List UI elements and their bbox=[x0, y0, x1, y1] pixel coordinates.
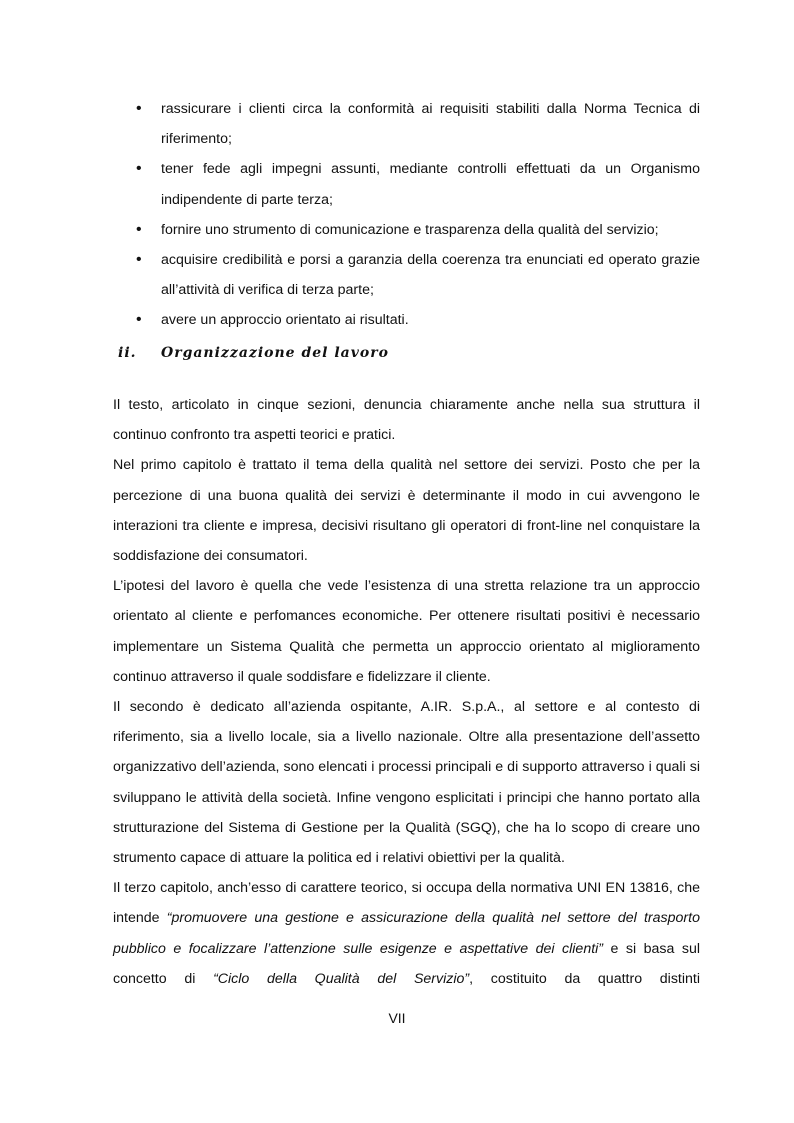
bullet-item: • tener fede agli impegni assunti, mediante controlli effettuati da un Organismo indipendente di parte terza; bbox=[136, 154, 700, 214]
bullet-item: • avere un approccio orientato ai risultati. bbox=[136, 305, 700, 335]
section-title-text: Organizzazione del lavoro bbox=[161, 345, 389, 361]
paragraph bbox=[113, 873, 700, 994]
paragraph: Il testo, articolato in cinque sezioni, denuncia chiaramente anche nella sua struttura il continuo confronto tra aspetti teorici e pratici. bbox=[113, 397, 700, 444]
bullet-item: • rassicurare i clienti circa la conformità ai requisiti stabiliti dalla Norma Tecnica di riferimento; bbox=[136, 94, 700, 154]
paragraph-segment: , costituito da quattro distinti bbox=[469, 970, 700, 987]
section-heading bbox=[118, 345, 389, 361]
paragraph-segment: Il terzo capitolo, anch’esso di carattere teorico, si occupa della normativa UNI EN 13816, che intende bbox=[113, 880, 700, 927]
bullet-item: • fornire uno strumento di comunicazione e trasparenza della qualità del servizio; bbox=[136, 215, 700, 245]
section-number: ii. bbox=[118, 345, 137, 361]
quotation: “promuovere una gestione e assicurazione della qualità nel settore del trasporto pubblico e focalizzare l’attenzione sulle esigenze e aspettative dei clienti” bbox=[113, 910, 700, 957]
body-text bbox=[113, 390, 700, 994]
paragraph: Nel primo capitolo è trattato il tema della qualità nel settore dei servizi. Posto che per la percezione di una buona qualità dei servizi è determinante il modo in cui avvengono le interazioni tra cliente e impresa, decisivi risultano gli operatori di front-line nel conquistare la soddisfazione dei consumatori. bbox=[113, 457, 700, 565]
page-number: VII bbox=[388, 1010, 406, 1026]
paragraph-segment: e si basa sul concetto di bbox=[113, 940, 700, 987]
paragraph: L’ipotesi del lavoro è quella che vede l’esistenza di una stretta relazione tra un approccio orientato al cliente e perfomances economiche. Per ottenere risultati positivi è necessario implementare un Sistema Qualità che permetta un approccio orientato al miglioramento continuo attraverso il quale soddisfare e fidelizzare il cliente. bbox=[113, 578, 700, 685]
quotation: “Ciclo della Qualità del Servizio” bbox=[213, 970, 470, 987]
paragraph: Il secondo è dedicato all’azienda ospitante, A.IR. S.p.A., al settore e al contesto di riferimento, sia a livello locale, sia a livello nazionale. Oltre alla presentazione dell’assetto organizzativo dell’azienda, sono elencati i processi principali e di supporto attraverso i quali si sviluppano le attività della società. Infine vengono esplicitati i principi che hanno portato alla strutturazione del Sistema di Gestione per la Qualità (SGQ), che ha lo scopo di creare uno strumento capace di attuare la politica ed i relativi obiettivi per la qualità. bbox=[113, 699, 700, 867]
bullet-list bbox=[136, 94, 700, 336]
bullet-item: • acquisire credibilità e porsi a garanzia della coerenza tra enunciati ed operato grazie all’attività di verifica di terza parte; bbox=[136, 245, 700, 305]
